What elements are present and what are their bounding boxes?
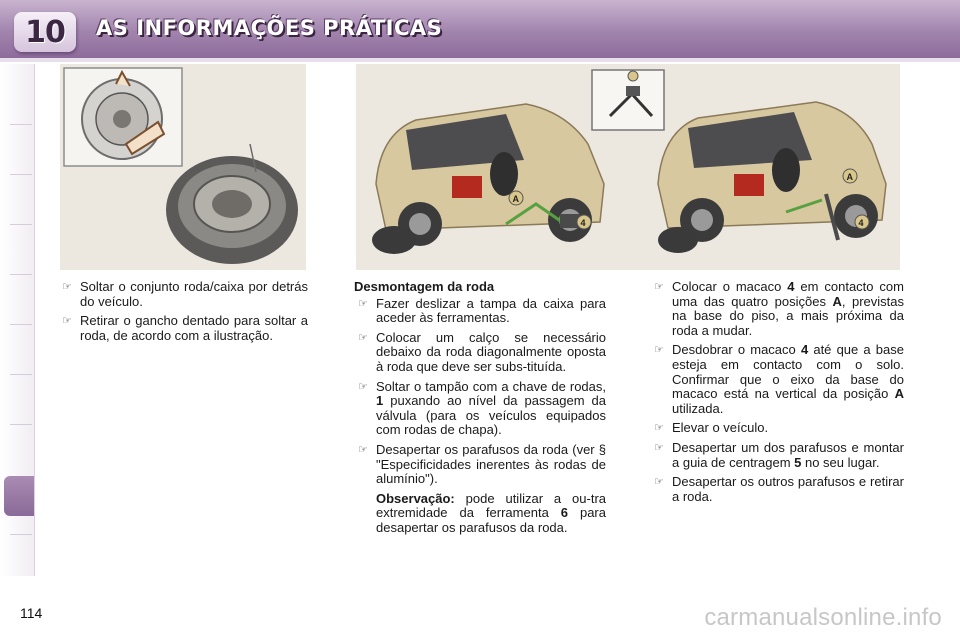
watermark: carmanualsonline.info xyxy=(704,604,942,631)
left-instructions xyxy=(58,280,308,348)
chapter-tab[interactable] xyxy=(10,124,32,125)
jack-car-illustration xyxy=(356,64,900,270)
right-instructions xyxy=(650,280,904,509)
list-item: ☞ Elevar o veículo. xyxy=(654,420,769,436)
pointing-hand-icon: ☞ xyxy=(62,314,72,328)
jack-position-label-2: A xyxy=(846,172,853,182)
middle-instructions xyxy=(354,280,606,536)
list-item: ☞ Desapertar os parafusos da roda (ver § "Especificidades inerentes às rodas de alumínio"). xyxy=(358,441,606,487)
pointing-hand-icon: ☞ xyxy=(654,280,664,293)
pointing-hand-icon: ☞ xyxy=(358,296,368,310)
chapter-tab[interactable] xyxy=(10,374,32,375)
jack-car-drawing xyxy=(356,64,900,270)
chapter-number: 10 xyxy=(25,14,65,50)
list-item: ☞ Retirar o gancho dentado para soltar a roda, de acordo com a ilustração. xyxy=(62,313,308,343)
pointing-hand-icon: ☞ xyxy=(358,330,368,344)
pointing-hand-icon: ☞ xyxy=(654,421,664,435)
list-item: ☞ Soltar o conjunto roda/caixa por detrás do veículo. xyxy=(62,279,308,309)
list-item: ☞ Desdobrar o macaco 4 até que a base esteja em contacto com o solo. Confirmar que o eixo da base do macaco está na vertical da posição A utilizada. xyxy=(654,342,904,416)
list-item: ☞ Desapertar os outros parafusos e retirar a roda. xyxy=(654,474,904,504)
pointing-hand-icon: ☞ xyxy=(358,379,368,393)
chapter-badge xyxy=(14,12,76,52)
chapter-tab[interactable] xyxy=(10,534,32,535)
pointing-hand-icon: ☞ xyxy=(654,343,664,357)
pointing-hand-icon: ☞ xyxy=(654,475,664,489)
section-heading: Desmontagem da roda xyxy=(354,279,495,294)
pointing-hand-icon: ☞ xyxy=(62,280,72,293)
spare-wheel-illustration xyxy=(60,64,306,270)
list-item: ☞ Desapertar um dos parafusos e montar a guia de centragem 5 no seu lugar. xyxy=(654,439,904,470)
page-title: AS INFORMAÇÕES PRÁTICAS xyxy=(96,16,443,40)
chapter-tab[interactable] xyxy=(10,274,32,275)
observation-note: Observação: pode utilizar a ou-tra extremidade da ferramenta 6 para desapertar os parafusos da roda. xyxy=(376,490,606,535)
list-item: ☞ Colocar um calço se necessário debaixo da roda diagonalmente oposta à roda que deve ser subs-tituída. xyxy=(358,329,606,374)
pointing-hand-icon: ☞ xyxy=(654,440,664,454)
jack-number-label: 4 xyxy=(580,218,586,228)
page-header xyxy=(0,0,960,58)
spare-wheel-drawing xyxy=(60,64,306,270)
page-number: 114 xyxy=(20,605,43,621)
chapter-tab[interactable] xyxy=(10,174,32,175)
header-divider xyxy=(0,58,960,62)
jack-position-label: A xyxy=(512,194,519,204)
chapter-tabs xyxy=(0,64,35,576)
list-item: ☞ Fazer deslizar a tampa da caixa para aceder às ferramentas. xyxy=(358,295,606,326)
list-item: ☞ Colocar o macaco 4 em contacto com uma das quatro posições A, previstas na base do piso, a mais próxima da roda a mudar. xyxy=(654,279,904,338)
chapter-tab[interactable] xyxy=(10,424,32,425)
list-item: ☞ Soltar o tampão com a chave de rodas, 1 puxando ao nível da passagem da válvula (para os veículos equipados com rodas de chapa). xyxy=(358,378,606,438)
pointing-hand-icon: ☞ xyxy=(358,442,368,456)
jack-number-label-2: 4 xyxy=(858,218,864,228)
chapter-tab[interactable] xyxy=(10,224,32,225)
chapter-tab-active[interactable] xyxy=(4,476,34,516)
chapter-tab[interactable] xyxy=(10,324,32,325)
